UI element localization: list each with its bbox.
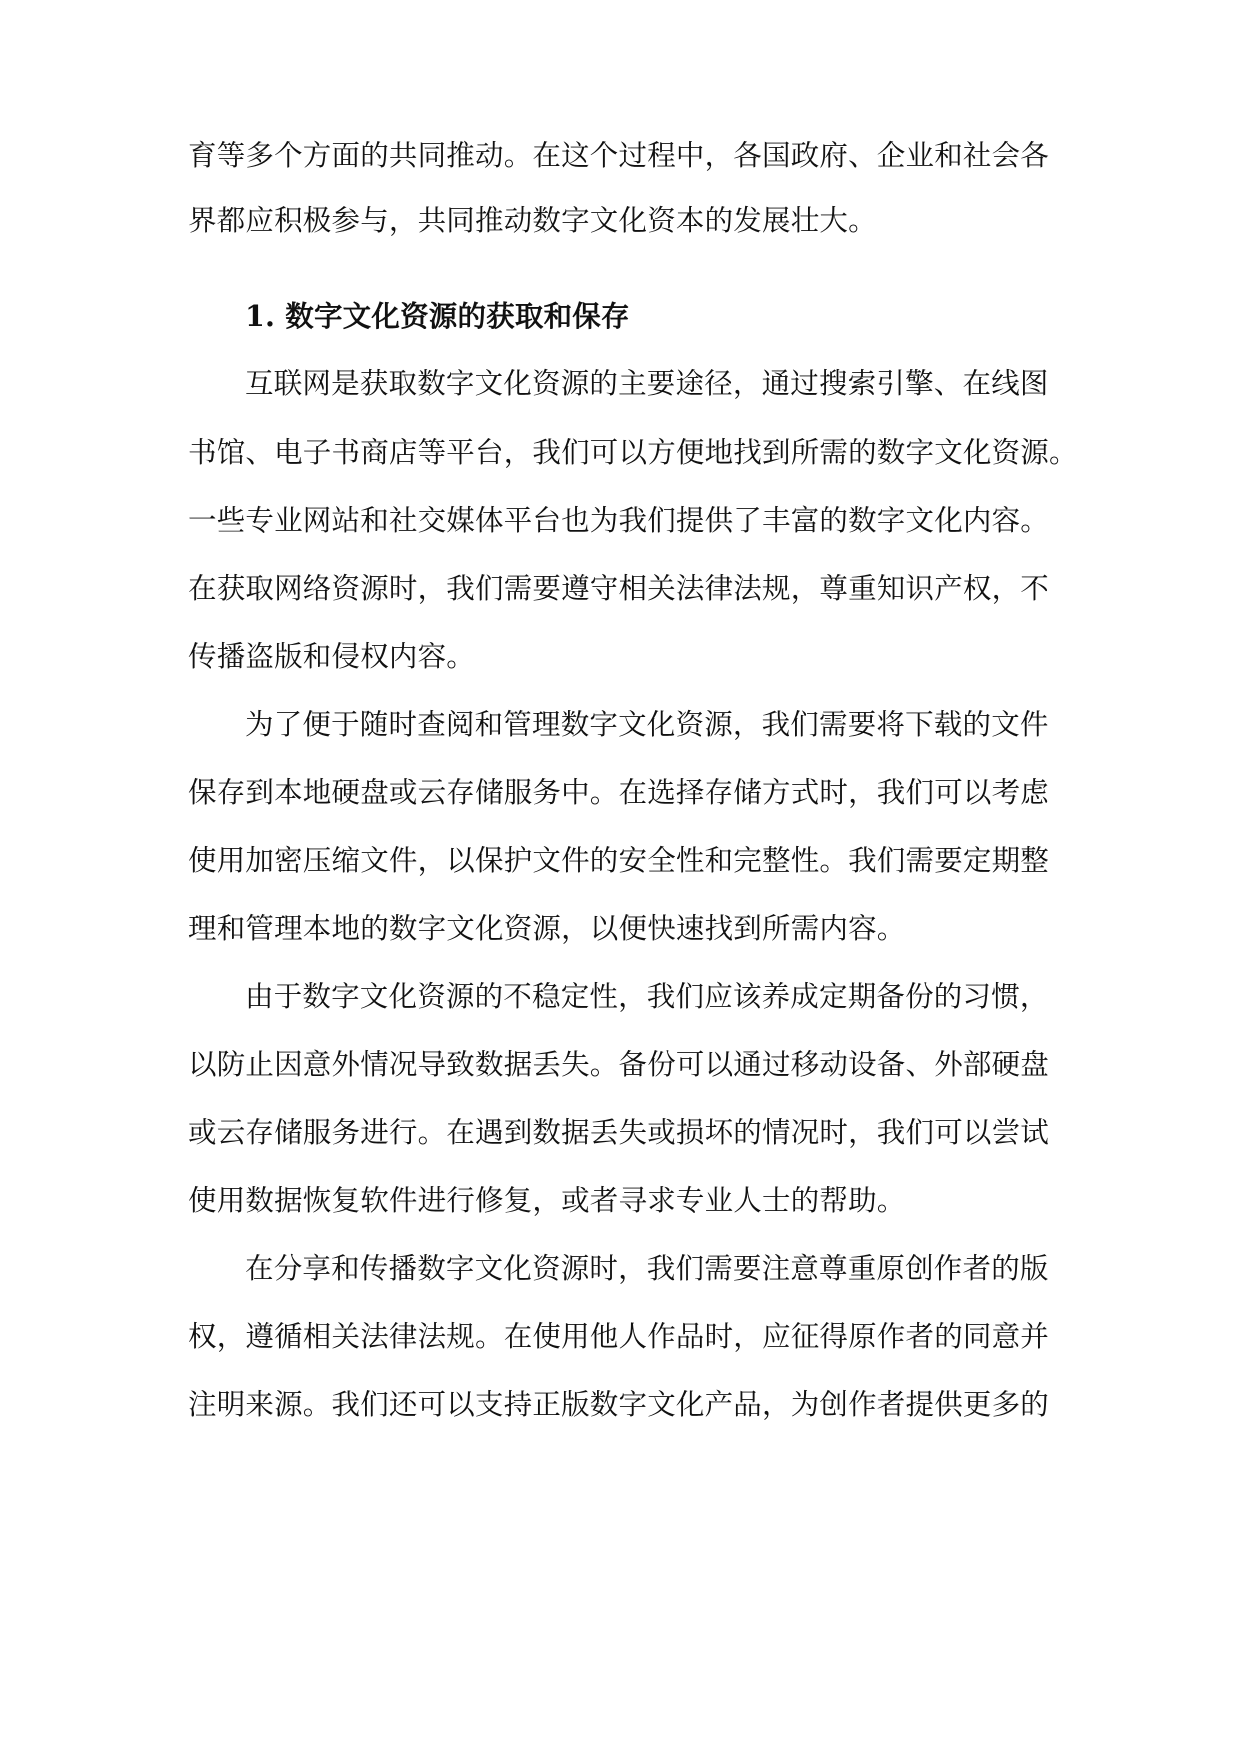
paragraph-line: 注明来源。我们还可以支持正版数字文化产品，为创作者提供更多的	[188, 1388, 1050, 1421]
paragraph-line: 一些专业网站和社交媒体平台也为我们提供了丰富的数字文化内容。	[188, 504, 1050, 537]
paragraph-line: 互联网是获取数字文化资源的主要途径，通过搜索引擎、在线图	[245, 367, 1049, 400]
paragraph-line: 保存到本地硬盘或云存储服务中。在选择存储方式时，我们可以考虑	[188, 776, 1050, 809]
paragraph-line: 使用数据恢复软件进行修复，或者寻求专业人士的帮助。	[188, 1184, 906, 1217]
paragraph-line: 育等多个方面的共同推动。在这个过程中，各国政府、企业和社会各	[188, 139, 1050, 172]
paragraph-line: 在获取网络资源时，我们需要遵守相关法律法规，尊重知识产权，不	[188, 572, 1050, 605]
paragraph-line: 由于数字文化资源的不稳定性，我们应该养成定期备份的习惯，	[245, 980, 1049, 1013]
paragraph-line: 以防止因意外情况导致数据丢失。备份可以通过移动设备、外部硬盘	[188, 1048, 1050, 1081]
paragraph-line: 传播盗版和侵权内容。	[188, 640, 476, 673]
paragraph-line: 理和管理本地的数字文化资源，以便快速找到所需内容。	[188, 912, 906, 945]
section-heading: 1. 数字文化资源的获取和保存	[245, 299, 630, 333]
paragraph-line: 或云存储服务进行。在遇到数据丢失或损坏的情况时，我们可以尝试	[188, 1116, 1050, 1149]
paragraph-line: 界都应积极参与，共同推动数字文化资本的发展壮大。	[188, 204, 877, 237]
paragraph-line: 为了便于随时查阅和管理数字文化资源，我们需要将下载的文件	[245, 708, 1049, 741]
paragraph-line: 书馆、电子书商店等平台，我们可以方便地找到所需的数字文化资源。	[188, 436, 1078, 469]
paragraph-line: 在分享和传播数字文化资源时，我们需要注意尊重原创作者的版	[245, 1252, 1049, 1285]
paragraph-line: 使用加密压缩文件，以保护文件的安全性和完整性。我们需要定期整	[188, 844, 1050, 877]
paragraph-line: 权，遵循相关法律法规。在使用他人作品时，应征得原作者的同意并	[188, 1320, 1050, 1353]
